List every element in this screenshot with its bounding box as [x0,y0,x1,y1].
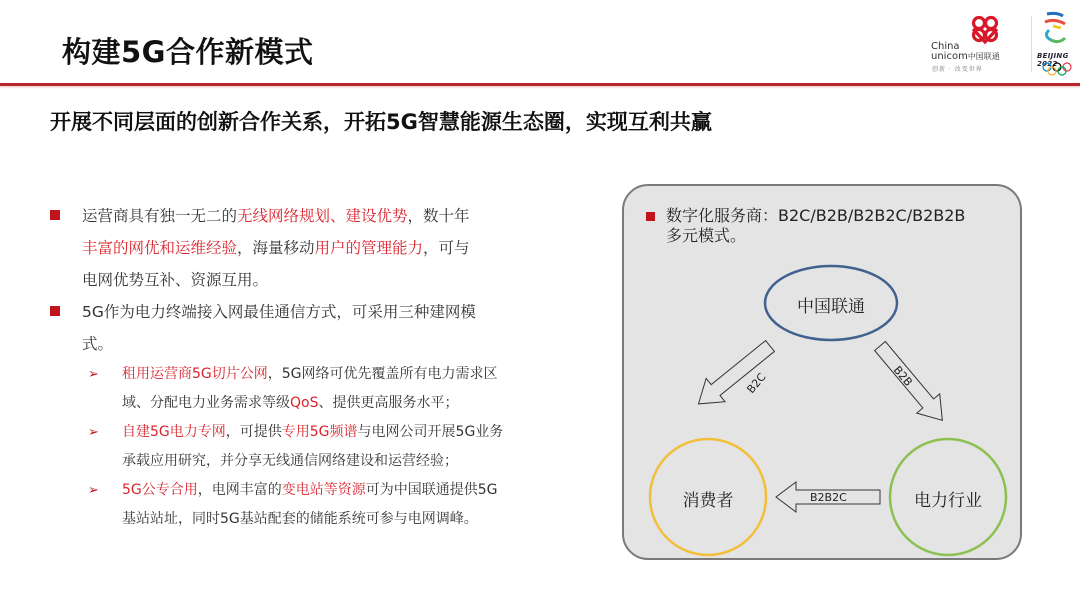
logo-group [925,8,1075,76]
sub-bullet-3: ➢ 5G公专合用，电网丰富的变电站等资源可为中国联通提供5G 基站站址，同时5G基站配套的储能系统可参与电网调峰。 [48,476,602,534]
slide-subtitle: 开展不同层面的创新合作关系，开拓5G智慧能源生态圈，实现互利共赢 [50,110,712,134]
logo-divider [1031,16,1032,72]
panel-bullet: 数字化服务商：B2C/B2B/B2B2C/B2B2B 多元模式。 [646,206,1006,246]
left-bullet-list [48,200,568,534]
bullet-item-2: 5G作为电力终端接入网最佳通信方式，可采用三种建网模 式。 [48,296,568,360]
node-label-unicom: 中国联通 [797,297,865,317]
sub-bullet-2: ➢ 自建5G电力专网，可提供专用5G频谱与电网公司开展5G业务 承载应用研究，并分享无线通信网络建设和运营经验； [48,418,602,476]
edge-label-b2c: B2C [744,370,769,396]
arrow-b2c [689,334,779,415]
beijing-2022-text: BEIJING 2022 [1037,52,1069,68]
page-title: 构建5G合作新模式 [62,35,314,69]
node-label-power-industry: 电力行业 [914,491,982,511]
header-divider [0,83,1080,86]
sub-bullet-1: ➢ 租用运营商5G切片公网，5G网络可优先覆盖所有电力需求区 域、分配电力业务需求等级QoS、提供更高服务水平； [48,360,602,418]
arrowhead-bullet-icon: ➢ [88,425,99,440]
bullet-square-icon [50,306,60,316]
unicom-wordmark: China unicom中国联通 [931,41,1000,62]
olympic-rings-icon [1041,62,1073,76]
edge-label-b2b2c: B2B2C [810,491,847,504]
arrowhead-bullet-icon: ➢ [88,367,99,382]
node-label-consumer: 消费者 [682,491,734,511]
edge-label-b2b: B2B [890,363,915,389]
bullet-square-icon [50,210,60,220]
business-model-panel [622,184,1022,560]
bullet-item-1: 运营商具有独一无二的无线网络规划、建设优势，数十年 丰富的网优和运维经验，海量移动用户的管理能力，可与 电网优势互补、资源互用。 [48,200,568,296]
beijing-2022-emblem-icon [1039,10,1069,50]
unicom-slogan: 创新 · 改变世界 [932,66,983,73]
arrowhead-bullet-icon: ➢ [88,483,99,498]
